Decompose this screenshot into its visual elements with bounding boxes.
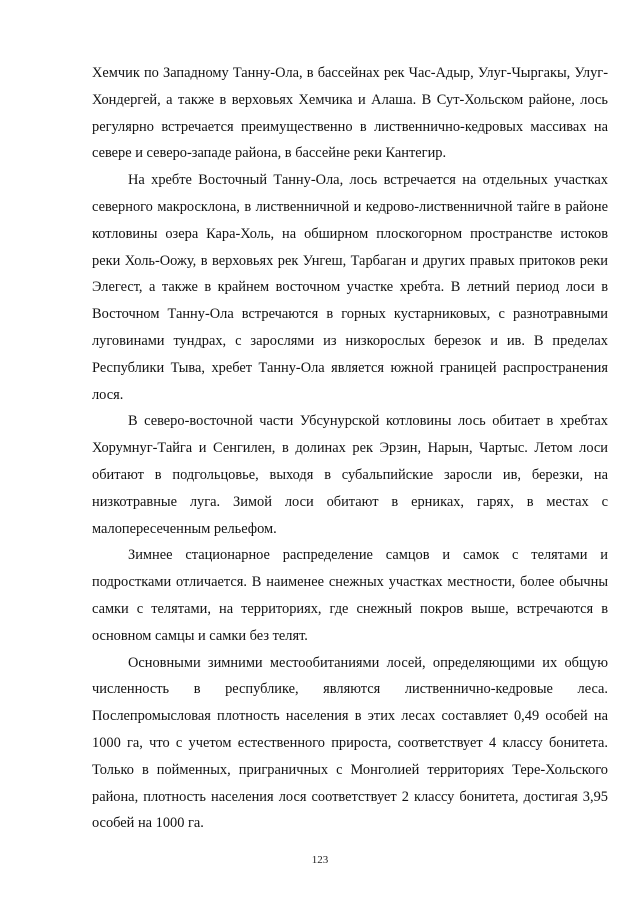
paragraph-3: В северо-восточной части Убсунурской котловины лось обитает в хребтах Хорумнуг-Тайга и Сенгилен, в долинах рек Эрзин, Нарын, Чартыс. Летом лоси обитают в подгольцовье, выходя в субальпийские заросли ив, березки, на низкотравные луга. Зимой лоси обитают в ерниках, гарях, в местах с малопересеченным рельефом. <box>92 413 608 537</box>
paragraph-5: Основными зимними местообитаниями лосей, определяющими их общую численность в республике, являются лиственнично-кедровые леса. Послепромысловая плотность населения в этих лесах составляет 0,49 особей на 1000 га, что с учетом естественного прироста, соответствует 4 классу бонитета. Только в пойменных, приграничных с Монголией территориях Тере-Хольского района, плотность населения лося соответствует 2 классу бонитета, достигая 3,95 особей на 1000 га. <box>92 654 608 832</box>
paragraph-2: На хребте Восточный Танну-Ола, лось встречается на отдельных участках северного макросклона, в лиственничной и кедрово-лиственничной тайге в районе котловины озера Кара-Холь, на обширном плоскогорном пространстве истоков реки Холь-Оожу, в верховьях рек Унгеш, Тарбаган и других правых притоков реки Элегест, а также в крайнем восточном участке хребта. В летний период лоси в Восточном Танну-Ола встречаются в горных кустарниковых, с разнотравными луговинами тундрах, с зарослями из низкорослых березок и ив. В пределах Республики Тыва, хребет Танну-Ола является южной границей распространения лося. <box>92 172 608 403</box>
page-number: 123 <box>311 854 329 866</box>
paragraph-1: Хемчик по Западному Танну-Ола, в бассейнах рек Час-Адыр, Улуг-Чыргакы, Улуг-Хондергей, а также в верховьях Хемчика и Алаша. В Сут-Хольском районе, лось регулярно встречается преимущественно в лиственнично-кедровых массивах на севере и северо-западе района, в бассейне реки Кантегир. <box>92 65 608 162</box>
paragraph-4: Зимнее стационарное распределение самцов и самок с телятами и подростками отличается. В наименее снежных участках местности, более обычны самки с телятами, на территориях, где снежный покров выше, встречаются в основном самцы и самки без телят. <box>92 547 608 644</box>
